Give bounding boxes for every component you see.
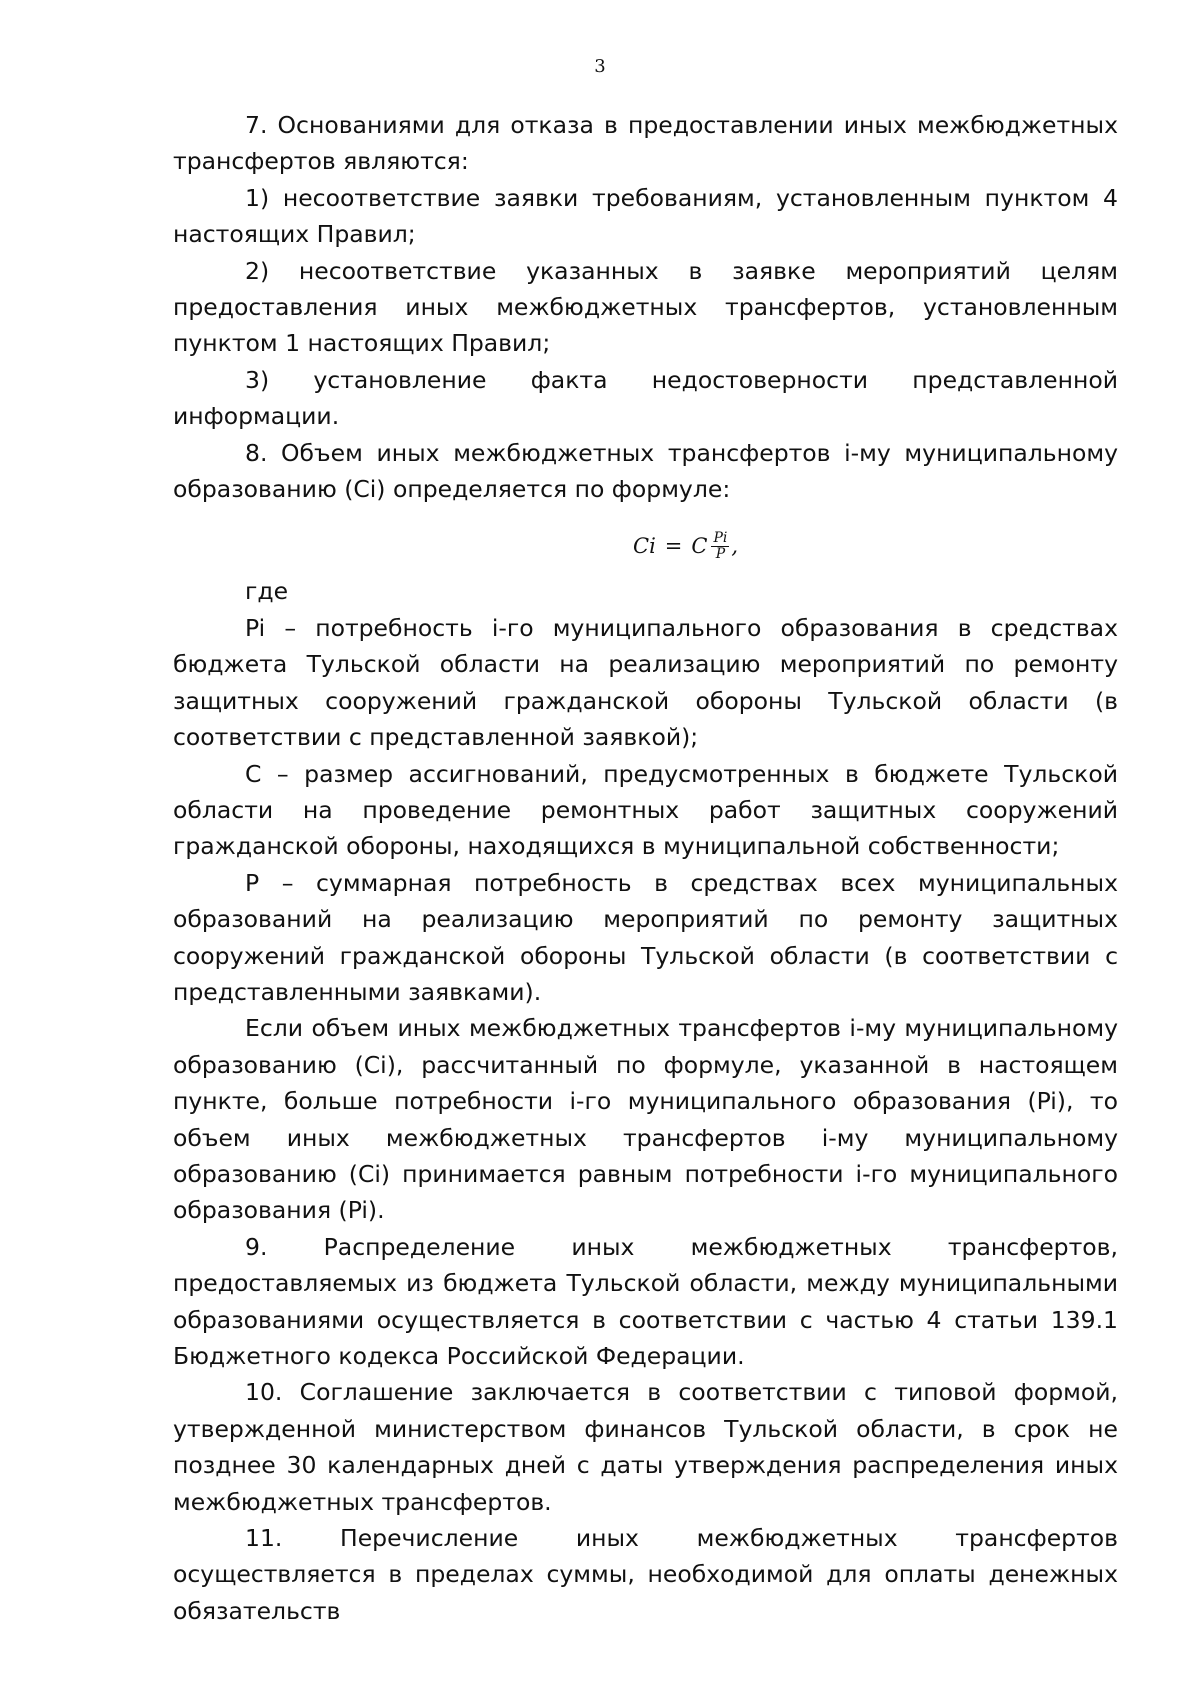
paragraph-10: 10. Соглашение заключается в соответствии с типовой формой, утвержденной министерством финансов Тульской области, в срок не позднее 30 календарных дней с даты утверждения распределения иных межбюджетных трансфертов. [173,1378,1118,1516]
formula-comma: , [731,534,739,559]
formula-fraction [711,531,729,562]
definition-p: P – суммарная потребность в средствах всех муниципальных образований на реализацию мероприятий по ремонту защитных сооружений гражданской обороны Тульской области (в соответствии с представленными заявками). [173,868,1118,1006]
paragraph-7-item-3: 3) установление факта недостоверности представленной информации. [173,365,1118,431]
paragraph-9: 9. Распределение иных межбюджетных трансфертов, предоставляемых из бюджета Тульской области, между муниципальными образованиями осуществляется в соответствии с частью 4 статьи 139.1 Бюджетного кодекса Российской Федерации. [173,1232,1118,1370]
paragraph-7-item-2: 2) несоответствие указанных в заявке мероприятий целям предоставления иных межбюджетных трансфертов, установленным пунктом 1 настоящих Правил; [173,256,1118,358]
where-label: где [245,577,289,606]
formula-coefficient: C [691,534,708,559]
page-number: 3 [594,56,606,77]
paragraph-11: 11. Перечисление иных межбюджетных трансфертов осуществляется в пределах суммы, необходимой для оплаты денежных обязательств [173,1524,1118,1625]
formula-numerator: Pi [713,529,728,546]
paragraph-7: 7. Основаниями для отказа в предоставлении иных межбюджетных трансфертов являются: [173,111,1118,176]
formula [173,523,1118,569]
paragraph-8-condition: Если объем иных межбюджетных трансфертов i-му муниципальному образованию (Ci), рассчитанный по формуле, указанной в настоящем пункте, больше потребности i-го муниципального образования (Pi), то объем иных межбюджетных трансфертов i-му муниципальному образованию (Ci) принимается равным потребности i-го муниципального образования (Pi). [173,1014,1118,1225]
formula-equals: = [664,534,683,559]
definition-c: C – размер ассигнований, предусмотренных в бюджете Тульской области на проведение ремонтных работ защитных сооружений гражданской обороны, находящихся в муниципальной собственности; [173,759,1118,861]
document-body [173,107,1118,1629]
definition-pi: Pi – потребность i-го муниципального образования в средствах бюджета Тульской области на реализацию мероприятий по ремонту защитных сооружений гражданской обороны Тульской области (в соответствии с представленной заявкой); [173,613,1118,752]
formula-denominator: P [715,545,726,562]
paragraph-8: 8. Объем иных межбюджетных трансфертов i-му муниципальному образованию (Ci) определяется по формуле: [173,438,1118,504]
formula-lhs: Ci [633,534,656,559]
paragraph-7-item-1: 1) несоответствие заявки требованиям, установленным пунктом 4 настоящих Правил; [173,183,1118,249]
